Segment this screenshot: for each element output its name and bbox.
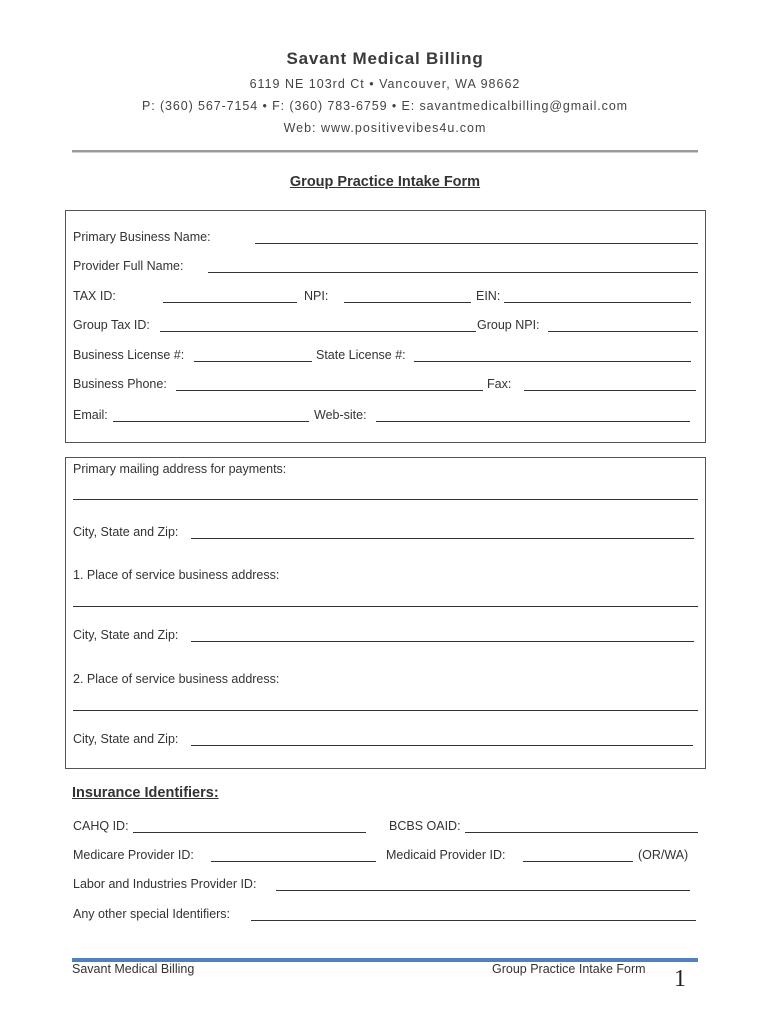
primary-business-name-field[interactable]	[255, 243, 698, 244]
provider-full-name-field[interactable]	[208, 272, 698, 273]
bcbs-oaid-label: BCBS OAID:	[389, 819, 461, 833]
organization-name: Savant Medical Billing	[286, 49, 484, 68]
ein-field[interactable]	[504, 302, 691, 303]
insurance-identifiers-heading: Insurance Identifiers:	[72, 785, 219, 801]
business-license-label: Business License #:	[73, 348, 185, 362]
business-phone-field[interactable]	[176, 390, 483, 391]
place-1-city-state-zip-label: City, State and Zip:	[73, 628, 179, 642]
email-field[interactable]	[113, 421, 309, 422]
page-number: 1	[674, 966, 686, 992]
website-label: Web-site:	[314, 408, 367, 422]
medicaid-provider-id-field[interactable]	[523, 861, 633, 862]
medicaid-region-note: (OR/WA)	[638, 848, 689, 862]
place-of-service-1-field[interactable]	[73, 606, 698, 607]
medicare-provider-id-field[interactable]	[211, 861, 376, 862]
address-section	[65, 457, 706, 769]
mailing-city-state-zip-label: City, State and Zip:	[73, 525, 179, 539]
primary-mailing-address-field[interactable]	[73, 499, 698, 500]
email-label: Email:	[73, 408, 108, 422]
footer-organization: Savant Medical Billing	[72, 962, 195, 976]
group-tax-id-label: Group Tax ID:	[73, 318, 150, 332]
bcbs-oaid-field[interactable]	[465, 832, 698, 833]
form-title: Group Practice Intake Form	[289, 174, 481, 190]
medicare-provider-id-label: Medicare Provider ID:	[73, 848, 194, 862]
group-npi-label: Group NPI:	[477, 318, 540, 332]
place-2-city-state-zip-label: City, State and Zip:	[73, 732, 179, 746]
other-identifiers-field[interactable]	[251, 920, 696, 921]
website-field[interactable]	[376, 421, 690, 422]
mailing-city-state-zip-field[interactable]	[191, 538, 694, 539]
primary-business-name-label: Primary Business Name:	[73, 230, 211, 244]
place-of-service-2-label: 2. Place of service business address:	[73, 672, 280, 686]
business-info-section	[65, 210, 706, 443]
group-npi-field[interactable]	[548, 331, 698, 332]
ein-label: EIN:	[476, 289, 501, 303]
fax-field[interactable]	[524, 390, 696, 391]
organization-address: 6119 NE 103rd Ct • Vancouver, WA 98662	[249, 77, 521, 91]
organization-contact: P: (360) 567-7154 • F: (360) 783-6759 • E: savantmedicalbilling@gmail.com	[142, 99, 628, 113]
medicaid-provider-id-label: Medicaid Provider ID:	[386, 848, 506, 862]
footer-form-name: Group Practice Intake Form	[492, 962, 646, 976]
fax-label: Fax:	[487, 377, 512, 391]
npi-label: NPI:	[304, 289, 329, 303]
tax-id-field[interactable]	[163, 302, 297, 303]
place-of-service-2-field[interactable]	[73, 710, 698, 711]
labor-industries-id-label: Labor and Industries Provider ID:	[73, 877, 257, 891]
business-license-field[interactable]	[194, 361, 312, 362]
header-divider	[72, 150, 698, 153]
caqh-id-label: CAHQ ID:	[73, 819, 129, 833]
caqh-id-field[interactable]	[133, 832, 366, 833]
place-of-service-1-label: 1. Place of service business address:	[73, 568, 280, 582]
organization-website: Web: www.positivevibes4u.com	[283, 121, 487, 135]
state-license-field[interactable]	[414, 361, 691, 362]
npi-field[interactable]	[344, 302, 471, 303]
business-phone-label: Business Phone:	[73, 377, 167, 391]
other-identifiers-label: Any other special Identifiers:	[73, 907, 231, 921]
place-2-city-state-zip-field[interactable]	[191, 745, 693, 746]
place-1-city-state-zip-field[interactable]	[191, 641, 694, 642]
provider-full-name-label: Provider Full Name:	[73, 259, 184, 273]
primary-mailing-address-label: Primary mailing address for payments:	[73, 462, 287, 476]
state-license-label: State License #:	[316, 348, 406, 362]
labor-industries-id-field[interactable]	[276, 890, 690, 891]
tax-id-label: TAX ID:	[73, 289, 116, 303]
group-tax-id-field[interactable]	[160, 331, 476, 332]
